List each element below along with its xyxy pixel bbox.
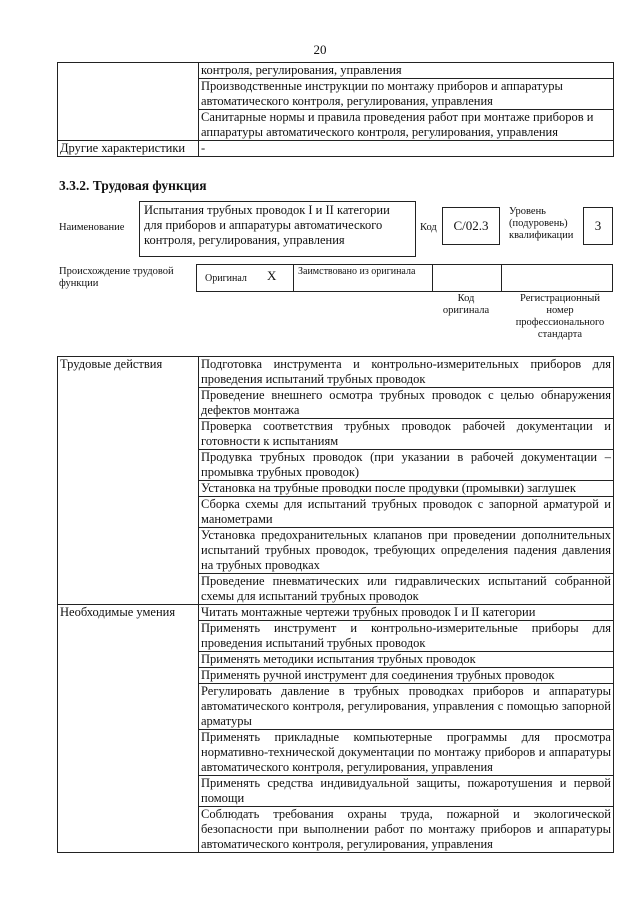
original-mark: X xyxy=(267,268,277,283)
labor-function-table xyxy=(57,356,614,853)
characteristics-left-cell xyxy=(58,63,199,141)
characteristics-cell: контроля, регулирования, управления xyxy=(199,63,614,79)
skill-item: Применять прикладные компьютерные программы для просмотра нормативно-технической документации по монтажу приборов и аппаратуры автоматического контроля, регулирования, управления xyxy=(199,730,614,776)
section-title: 3.3.2. Трудовая функция xyxy=(59,178,207,193)
labor-action-item: Проведение пневматических или гидравлических испытаний собранной схемы для испытаний трубных проводок xyxy=(199,574,614,605)
labor-actions-label: Трудовые действия xyxy=(58,357,199,605)
other-characteristics-label: Другие характеристики xyxy=(58,141,199,157)
original-label: Оригинал xyxy=(205,273,247,284)
skill-item: Применять средства индивидуальной защиты, пожаротушения и первой помощи xyxy=(199,776,614,807)
skill-item: Регулировать давление в трубных проводках приборов и аппаратуры автоматического контроля, регулирования, управления с помощью запорной арматуры xyxy=(199,684,614,730)
labor-action-item: Продувка трубных проводок (при указании в рабочей документации – промывка трубных проводок) xyxy=(199,450,614,481)
characteristics-table xyxy=(57,62,614,157)
registration-number-cell xyxy=(501,264,613,292)
labor-action-item: Подготовка инструмента и контрольно-измерительных приборов для проведения испытаний трубных проводок xyxy=(199,357,614,388)
skill-item: Применять ручной инструмент для соединения трубных проводок xyxy=(199,668,614,684)
characteristics-cell: Производственные инструкции по монтажу приборов и аппаратуры автоматического контроля, регулирования, управления xyxy=(199,79,614,110)
labor-action-item: Проведение внешнего осмотра трубных проводок с целью обнаружения дефектов монтажа xyxy=(199,388,614,419)
skill-item: Применять инструмент и контрольно-измерительные приборы для проведения испытаний трубных проводок xyxy=(199,621,614,652)
origin-label: Происхождение трудовой функции xyxy=(59,266,174,289)
page-number: 20 xyxy=(313,42,327,57)
function-name-box: Испытания трубных проводок I и II категории для приборов и аппаратуры автоматического контроля, регулирования, управления xyxy=(139,201,416,257)
labor-action-item: Установка на трубные проводки после продувки (промывки) заглушек xyxy=(199,481,614,497)
labor-action-item: Проверка соответствия трубных проводок рабочей документации и готовности к испытаниям xyxy=(199,419,614,450)
table-row xyxy=(58,357,614,388)
origin-row xyxy=(196,264,613,292)
code-label: Код xyxy=(420,222,437,233)
level-label: Уровень (подуровень) квалификации xyxy=(509,206,574,241)
registration-caption: Регистрационный номер профессионального стандарта xyxy=(515,293,605,340)
code-value: С/02.3 xyxy=(442,207,500,245)
skill-item: Соблюдать требования охраны труда, пожарной и экологической безопасности при выполнении работ по монтажу приборов и аппаратуры автоматического контроля, регулирования, управления xyxy=(199,807,614,853)
skills-label: Необходимые умения xyxy=(58,605,199,853)
original-code-cell xyxy=(432,264,502,292)
table-row xyxy=(58,63,614,79)
name-label: Наименование xyxy=(59,222,125,233)
labor-action-item: Установка предохранительных клапанов при проведении дополнительных испытаний трубных проводок, требующих определения падения давления на трубных проводках xyxy=(199,528,614,574)
borrowed-cell: Заимствовано из оригинала xyxy=(293,264,433,292)
labor-action-item: Сборка схемы для испытаний трубных проводок с запорной арматурой и манометрами xyxy=(199,497,614,528)
original-cell xyxy=(196,264,294,292)
table-row xyxy=(58,605,614,621)
skill-item: Читать монтажные чертежи трубных проводок I и II категории xyxy=(199,605,614,621)
other-characteristics-value: - xyxy=(199,141,614,157)
original-code-caption: Код оригинала xyxy=(442,293,490,316)
characteristics-cell: Санитарные нормы и правила проведения работ при монтаже приборов и аппаратуры автоматического контроля, регулирования, управления xyxy=(199,110,614,141)
table-row xyxy=(58,141,614,157)
skill-item: Применять методики испытания трубных проводок xyxy=(199,652,614,668)
level-value: 3 xyxy=(583,207,613,245)
